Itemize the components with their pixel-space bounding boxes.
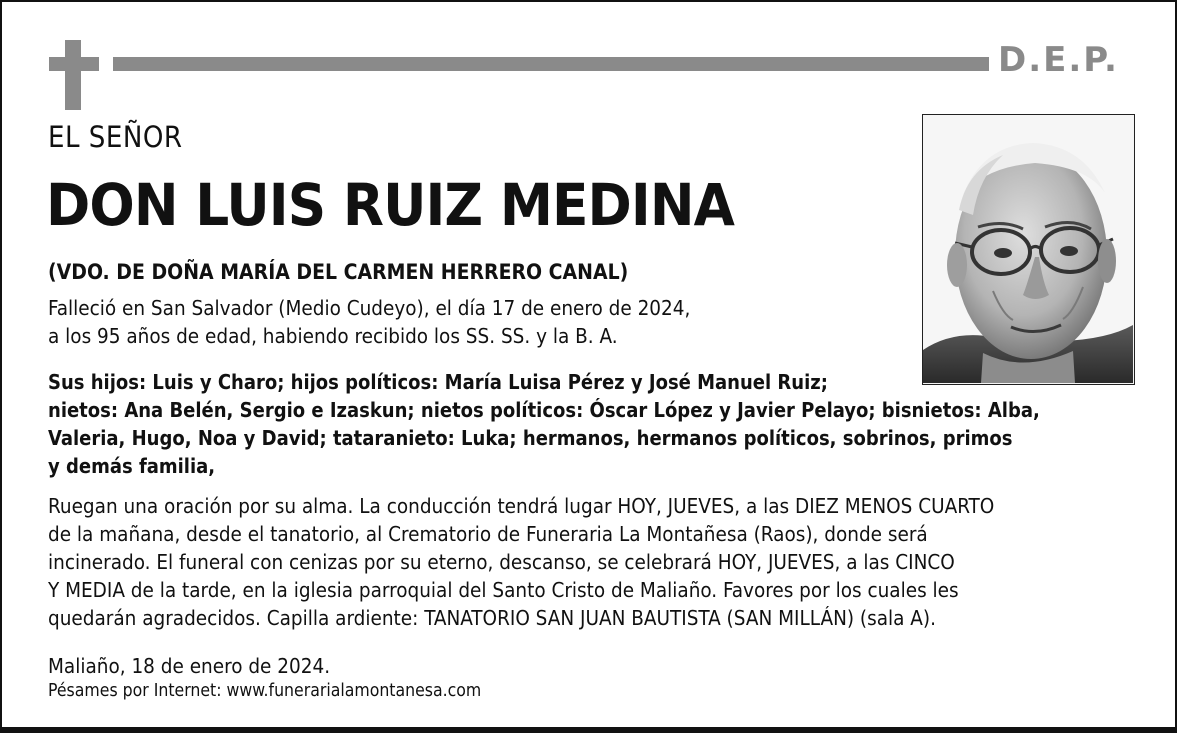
dep-label: D.E.P. [998, 40, 1119, 80]
cross-vertical-bar [65, 40, 81, 110]
ceremony-line: Ruegan una oración por su alma. La conducción tendrá lugar HOY, JUEVES, a las DIEZ MENOS CUARTO [48, 494, 995, 518]
widower-note: (VDO. DE DOÑA MARÍA DEL CARMEN HERRERO CANAL) [48, 260, 629, 284]
passing-details [48, 294, 908, 350]
family-line: nietos: Ana Belén, Sergio e Izaskun; nietos políticos: Óscar López y Javier Pelayo; bisnietos: Alba, [48, 398, 1040, 422]
portrait-illustration [923, 115, 1133, 383]
ceremony-line: incinerado. El funeral con cenizas por su eterno, descanso, se celebrará HOY, JUEVES, a las CINCO [48, 550, 955, 574]
place-date: Maliaño, 18 de enero de 2024. [48, 654, 331, 678]
condolences-line: Pésames por Internet: www.funerarialamontanesa.com [48, 681, 482, 701]
passing-line: Falleció en San Salvador (Medio Cudeyo), el día 17 de enero de 2024, [48, 296, 691, 320]
passing-line: a los 95 años de edad, habiendo recibido los SS. SS. y la B. A. [48, 324, 618, 348]
honorific: EL SEÑOR [48, 120, 183, 154]
family-line: Valeria, Hugo, Noa y David; tataranieto: Luka; hermanos, hermanos políticos, sobrinos, primos [48, 426, 1013, 450]
ceremony-line: quedarán agradecidos. Capilla ardiente: TANATORIO SAN JUAN BAUTISTA (SAN MILLÁN) (sala A). [48, 606, 936, 630]
cross-horizontal-bar [49, 57, 99, 71]
ceremony-details [48, 492, 1138, 632]
portrait-photo [922, 114, 1135, 385]
family-line: Sus hijos: Luis y Charo; hijos políticos: María Luisa Pérez y José Manuel Ruiz; [48, 370, 828, 394]
header-rule [113, 57, 989, 71]
family-line: y demás familia, [48, 454, 216, 478]
ceremony-line: de la mañana, desde el tanatorio, al Crematorio de Funeraria La Montañesa (Raos), donde será [48, 522, 928, 546]
deceased-name: DON LUIS RUIZ MEDINA [46, 171, 734, 239]
ceremony-line: Y MEDIA de la tarde, en la iglesia parroquial del Santo Cristo de Maliaño. Favores por los cuales les [48, 578, 959, 602]
